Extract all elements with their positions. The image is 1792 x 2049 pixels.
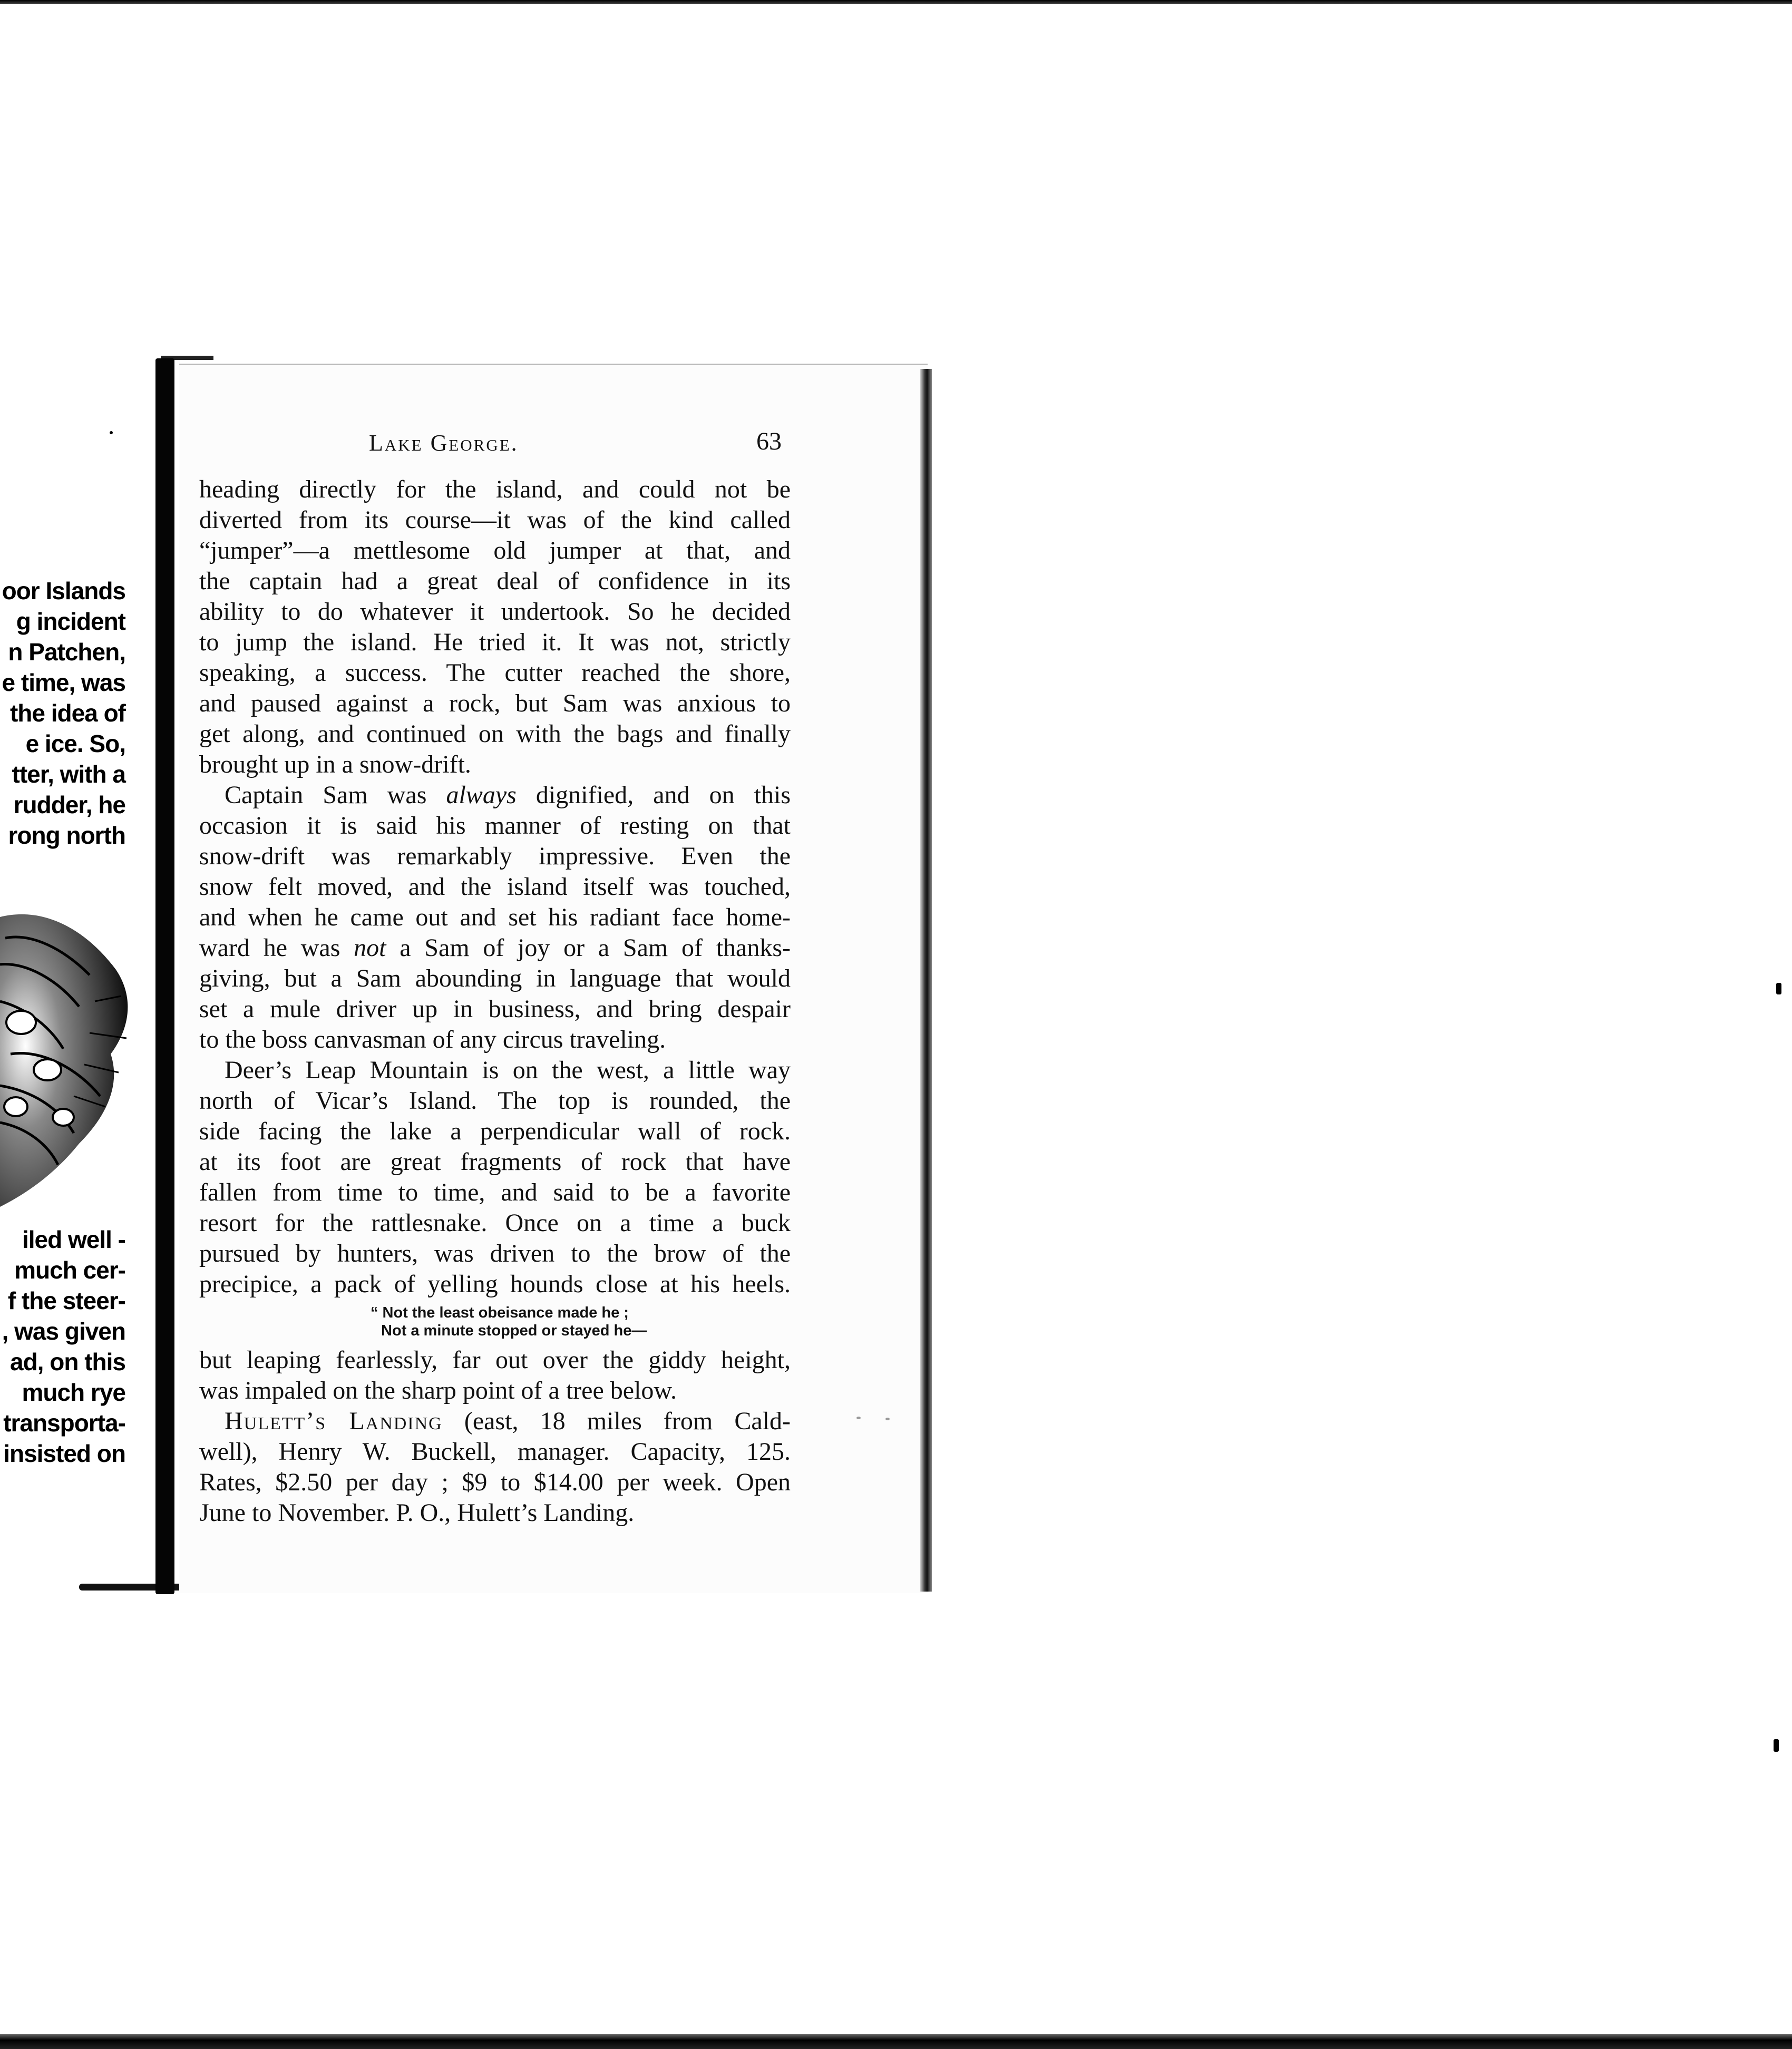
text-line: fallen from time to time, and said to be a favorite xyxy=(199,1178,791,1206)
left-line: the idea of xyxy=(9,699,125,727)
left-line: n Patchen, xyxy=(8,638,125,666)
text-line: Hulett’s Landing (east, 18 miles from Cald- xyxy=(225,1407,791,1435)
left-line: rudder, he xyxy=(13,791,125,818)
hotel-name: Hulett’s Landing xyxy=(225,1407,443,1435)
left-line: insisted on xyxy=(3,1440,125,1467)
text-line: heading directly for the island, and could not be xyxy=(199,475,791,503)
text-line: pursued by hunters, was driven to the brow of the xyxy=(199,1240,791,1267)
scan-speck xyxy=(110,431,113,434)
scan-border-top xyxy=(0,0,1792,4)
running-head: Lake George. xyxy=(369,430,519,456)
text-line: but leaping fearlessly, far out over the giddy height, xyxy=(199,1346,791,1374)
verse-quotation xyxy=(199,1304,791,1340)
left-text-bottom xyxy=(0,1224,125,1469)
left-line: e time, was xyxy=(2,669,125,696)
left-text-top xyxy=(0,575,125,851)
text-line: snow-drift was remarkably impressive. Even the xyxy=(199,842,791,870)
text-line: precipice, a pack of yelling hounds close at his heels. xyxy=(199,1270,791,1298)
text-line: and paused against a rock, but Sam was anxious to xyxy=(199,689,791,717)
emphasis: always xyxy=(446,781,517,809)
left-line: iled well - xyxy=(22,1226,125,1253)
text-line: “jumper”—a mettlesome old jumper at that, and xyxy=(199,536,791,564)
text-line: set a mule driver up in business, and bring despair xyxy=(199,995,791,1023)
text-line: June to November. P. O., Hulett’s Landing. xyxy=(199,1499,635,1527)
left-line: much cer- xyxy=(14,1256,125,1284)
emphasis: not xyxy=(354,934,386,962)
engraving-illustration xyxy=(0,896,158,1233)
text-line: to the boss canvasman of any circus traveling. xyxy=(199,1026,666,1053)
scan-speck xyxy=(1774,1739,1779,1752)
page-number: 63 xyxy=(756,427,782,455)
left-page-fragment xyxy=(0,548,158,1497)
text-line: well), Henry W. Buckell, manager. Capacity, 125. xyxy=(199,1438,791,1466)
page-body xyxy=(199,474,791,1528)
text-line: to jump the island. He tried it. It was not, strictly xyxy=(199,628,791,656)
text-line: at its foot are great fragments of rock that have xyxy=(199,1148,791,1176)
left-line: transporta- xyxy=(3,1409,125,1437)
text-line: Deer’s Leap Mountain is on the west, a little way xyxy=(225,1056,791,1084)
verse-line: Not a minute stopped or stayed he— xyxy=(381,1322,647,1339)
left-line: g incident xyxy=(16,608,125,635)
scan-speck xyxy=(1776,983,1781,994)
left-line: tter, with a xyxy=(12,760,125,788)
text-line: brought up in a snow-drift. xyxy=(199,750,471,778)
text-line: diverted from its course—it was of the kind called xyxy=(199,506,791,534)
text-line: ward he was not a Sam of joy or a Sam of thanks- xyxy=(199,934,791,962)
scan-speck xyxy=(885,1418,890,1420)
paragraph-2 xyxy=(199,780,791,1055)
text-line: was impaled on the sharp point of a tree below. xyxy=(199,1377,677,1404)
text-line: the captain had a great deal of confidence in its xyxy=(199,567,791,595)
page-edge-shadow xyxy=(920,369,932,1592)
verse-line: “ Not the least obeisance made he ; xyxy=(371,1304,629,1321)
text-line: get along, and continued on with the bags and finally xyxy=(199,720,791,748)
paragraph-5 xyxy=(199,1406,791,1528)
left-line: , was given xyxy=(2,1318,125,1345)
left-line: much rye xyxy=(22,1379,125,1406)
left-line: e ice. So, xyxy=(25,730,125,757)
text-line: snow felt moved, and the island itself was touched, xyxy=(199,873,791,901)
text-line: resort for the rattlesnake. Once on a time a buck xyxy=(199,1209,791,1237)
text-line: ability to do whatever it undertook. So he decided xyxy=(199,598,791,626)
paragraph-4 xyxy=(199,1345,791,1406)
scan-border-bottom xyxy=(0,2034,1792,2049)
binding-gutter-rule xyxy=(155,358,174,1594)
left-line: f the steer- xyxy=(7,1287,125,1314)
text-line: speaking, a success. The cutter reached the shore, xyxy=(199,659,791,687)
text-line: north of Vicar’s Island. The top is rounded, the xyxy=(199,1087,791,1115)
text-line: occasion it is said his manner of resting on that xyxy=(199,812,791,840)
left-line: ad, on this xyxy=(10,1348,125,1375)
text-line: and when he came out and set his radiant face home- xyxy=(199,903,791,931)
text-line: giving, but a Sam abounding in language that would xyxy=(199,964,791,992)
paragraph-1 xyxy=(199,474,791,780)
scan-speck xyxy=(856,1417,861,1419)
text-line: side facing the lake a perpendicular wall of rock. xyxy=(199,1117,791,1145)
text-line: Rates, $2.50 per day ; $9 to $14.00 per week. Open xyxy=(199,1468,791,1496)
left-line: oor Islands xyxy=(2,577,125,604)
left-line: rong north xyxy=(8,822,125,849)
paragraph-3 xyxy=(199,1055,791,1300)
text-line: Captain Sam was always dignified, and on this xyxy=(225,781,791,809)
